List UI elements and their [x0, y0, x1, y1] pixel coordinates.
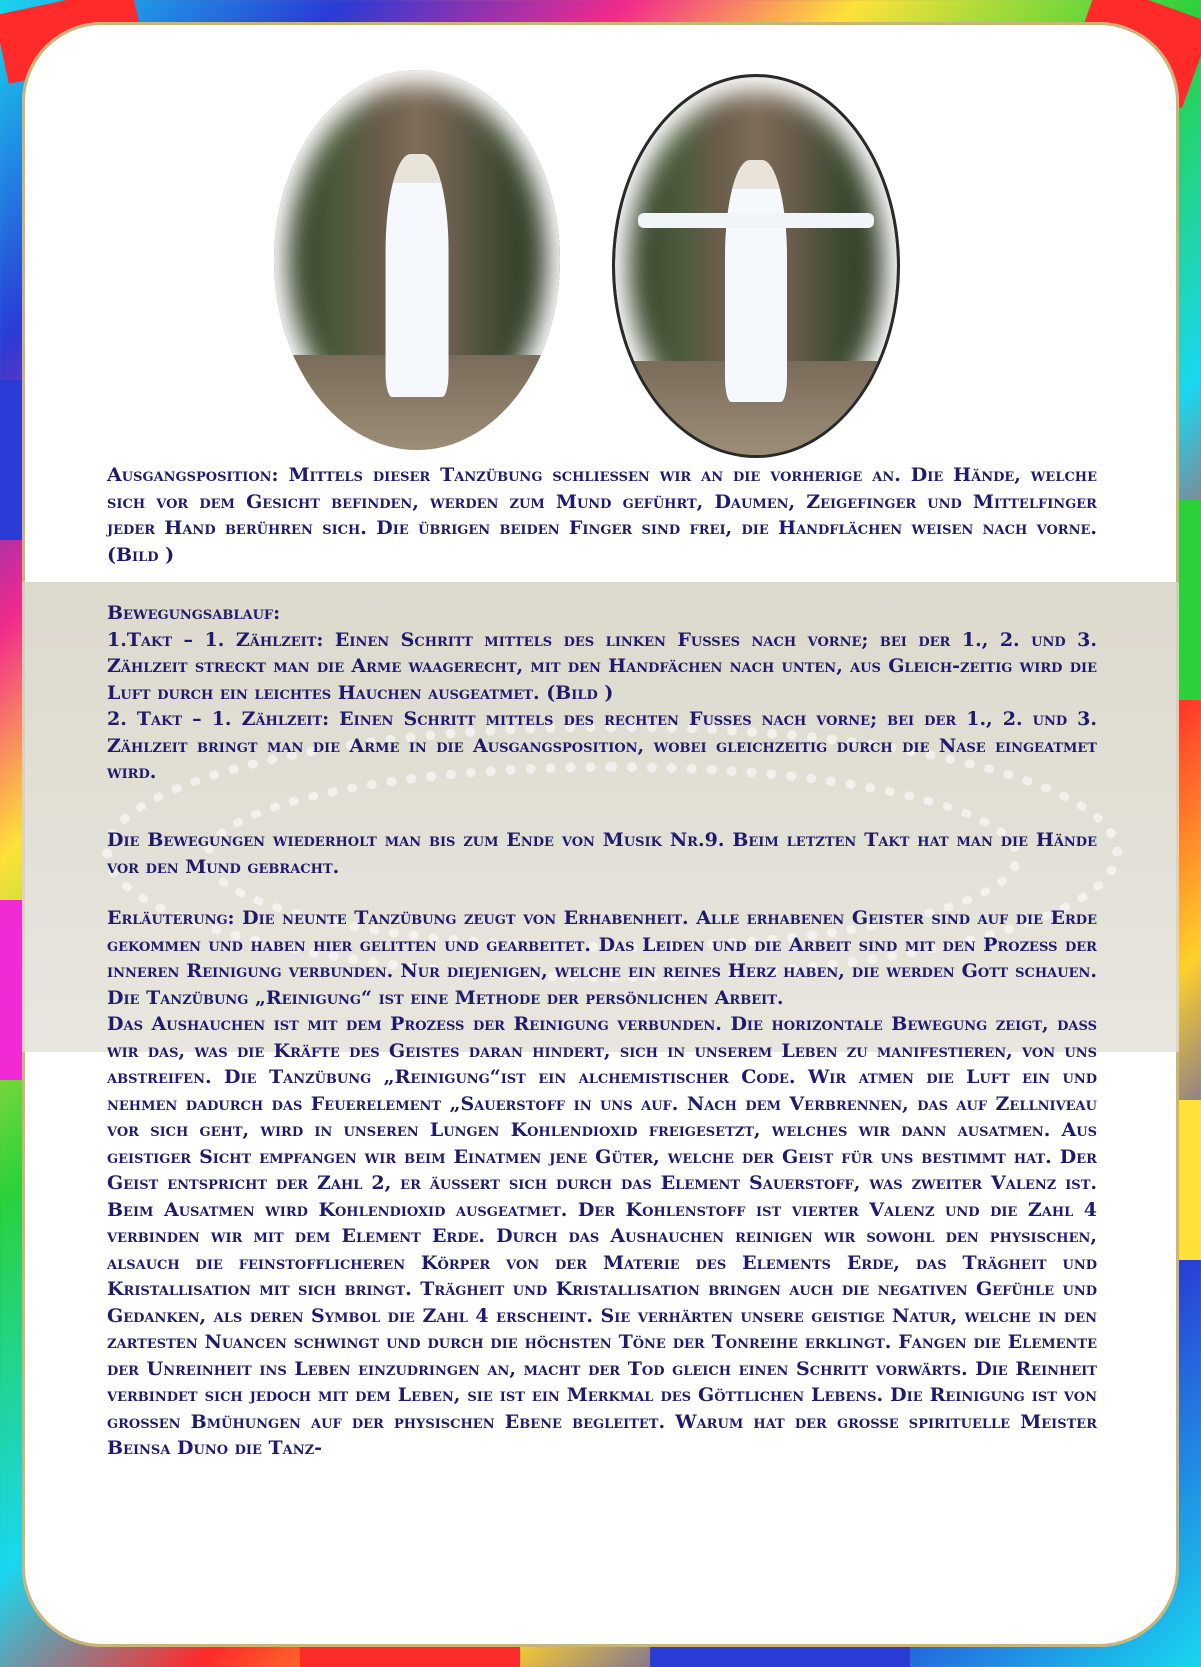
photo-arms-outstretched	[612, 74, 900, 458]
movement-section	[107, 600, 1097, 786]
movement-step-2: 2. Takt – 1. Zählzeit: Einen Schritt mittels des rechten Fusses nach vorne; bei der 1., 2. und 3. Zählzeit bringt man die Arme in die Ausgangsposition, wobei gleichzeitig durch die Nase eingeatmet wird.	[107, 708, 1097, 783]
explanation-paragraph-1: Erläuterung: Die neunte Tanzübung zeugt von Erhabenheit. Alle erhabenen Geister sind auf die Erde gekommen und haben hier gelitten und gearbeitet. Das Leiden und die Arbeit sind mit den Prozess der inneren Reinigung verbunden. Nur diejenigen, welche ein reines Herz haben, die werden Gott schauen. Die Tanzübung „Reinigung“ ist eine Methode der persönlichen Arbeit.	[107, 907, 1097, 1009]
movement-step-1: 1.Takt – 1. Zählzeit: Einen Schritt mittels des linken Fusses nach vorne; bei der 1., 2. und 3. Zählzeit streckt man die Arme waagerecht, mit den Handfächen nach unten, aus Gleich-zeitig wird die Luft durch ein leichtes Hauchen ausgeatmet. (Bild )	[107, 628, 1097, 704]
explanation-section	[107, 905, 1097, 1462]
movement-heading: Bewegungsablauf:	[107, 602, 281, 624]
intro-section	[107, 462, 1097, 568]
repeat-paragraph: Die Bewegungen wiederholt man bis zum Ende von Musik Nr.9. Beim letzten Takt hat man die Hände vor den Mund gebracht.	[107, 829, 1097, 878]
page	[22, 22, 1179, 1647]
intro-paragraph: Ausgangsposition: Mittels dieser Tanzübung schliessen wir an die vorherige an. Die Hände, welche sich vor dem Gesicht befinden, werden zum Mund geführt, Daumen, Zeigefinger und Mittelfinger jeder Hand berühren sich. Die übrigen beiden Finger sind frei, die Handflächen weisen nach vorne. (Bild )	[107, 464, 1097, 566]
photos-row	[22, 50, 1179, 470]
photo-hands-at-mouth	[274, 70, 560, 450]
explanation-paragraph-2: Das Aushauchen ist mit dem Prozess der Reinigung verbunden. Die horizontale Bewegung zeigt, dass wir das, was die Kräfte des Geistes daran hindert, sich in unserem Leben zu manifestieren, von uns abstreifen. Die Tanzübung „Reinigung“ist ein alchemistischer Code. Wir atmen die Luft ein und nehmen dadurch das Feuerelement „Sauerstoff in uns auf. Nach dem Verbrennen, das auf Zellniveau vor sich geht, wird in unseren Lungen Kohlendioxid freigesetzt, welches wir dann ausatmen. Aus geistiger Sicht empfangen wir beim Einatmen jene Güter, welche der Geist für uns bestimmt hat. Der Geist entspricht der Zahl 2, er äussert sich durch das Element Sauerstoff, was zweiter Valenz ist. Beim Ausatmen wird Kohlendioxid ausgeatmet. Der Kohlenstoff ist vierter Valenz und die Zahl 4 verbinden wir mit dem Element Erde. Durch das Aushauchen reinigen wir sowohl den physischen, alsauch die feinstofflicheren Körper von der Materie des Elements Erde, das Trägheit und Kristallisation mit sich bringt. Trägheit und Kristallisation bringen auch die negativen Gefühle und Gedanken, als deren Symbol die Zahl 4 erscheint. Sie verhärten unsere geistige Natur, welche in den zartesten Nuancen schwingt und durch die höchsten Töne der Tonreihe erklingt. Fangen die Elemente der Unreinheit ins Leben einzudringen an, macht der Tod gleich einen Schritt vorwärts. Die Reinheit verbindet sich jedoch mit dem Leben, sie ist ein Merkmal des Göttlichen Lebens. Die Reinigung ist von grossen Bmühungen auf der physischen Ebene begleitet. Warum hat der grosse spirituelle Meister Beinsa Duno die Tanz-	[107, 1013, 1097, 1459]
repeat-section	[107, 827, 1097, 880]
